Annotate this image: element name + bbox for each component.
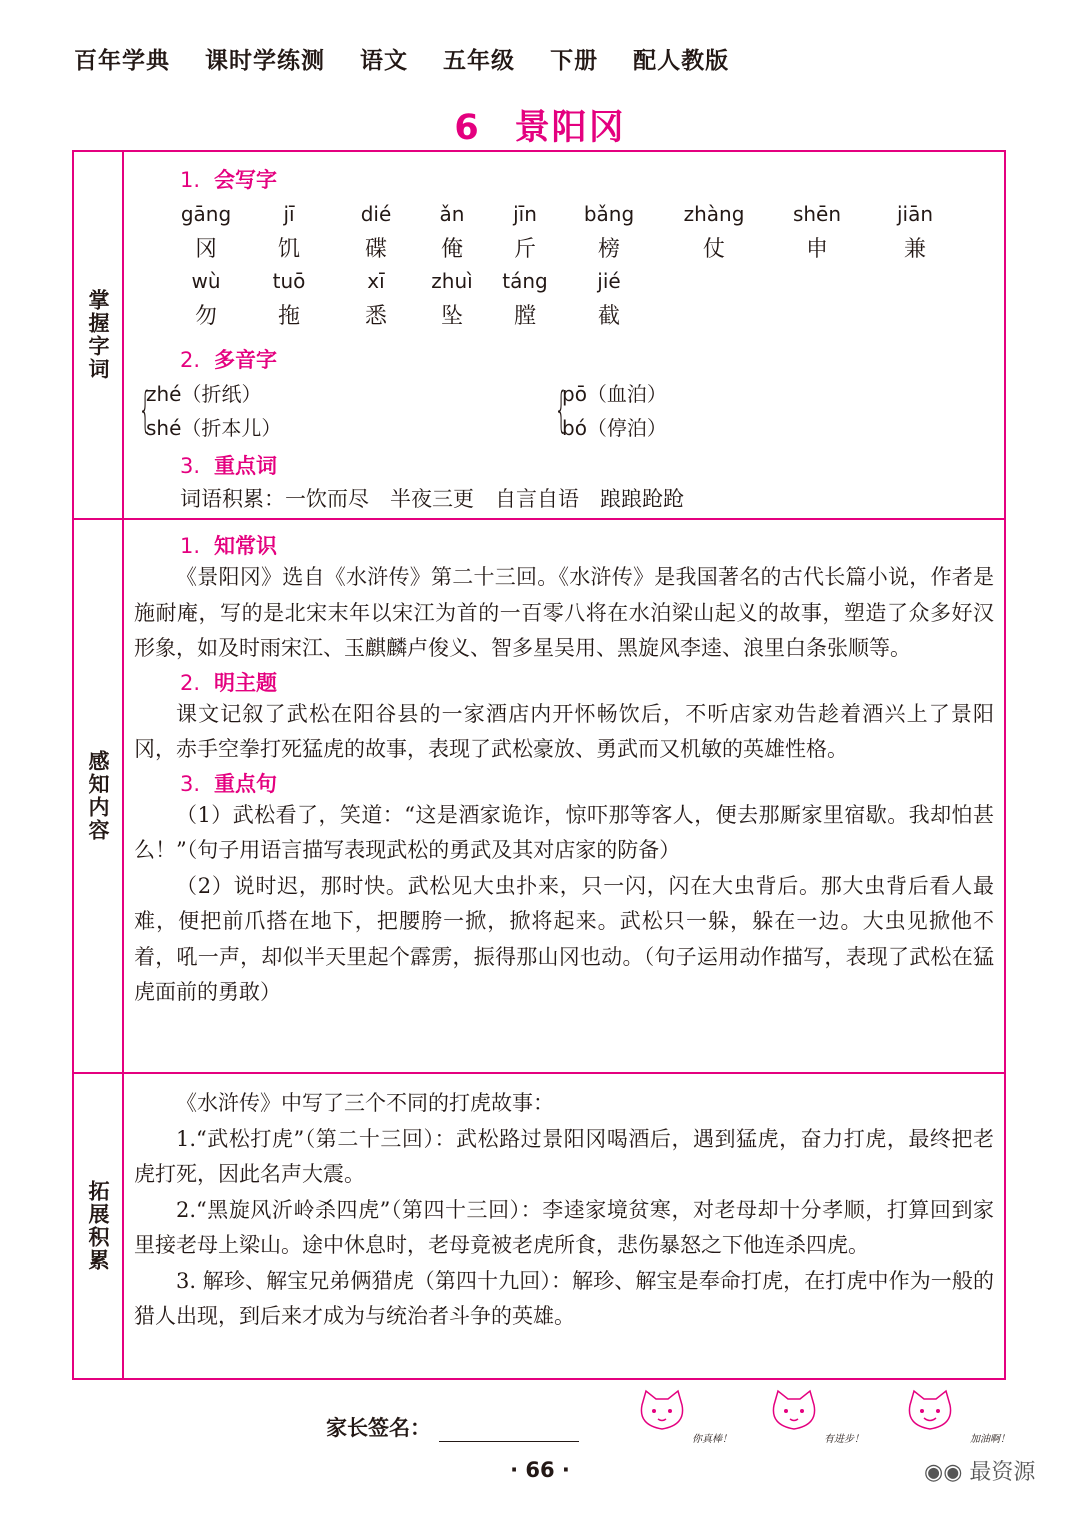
subheading: 1. 会写字 xyxy=(180,168,278,192)
pinyin: tuō xyxy=(272,269,306,293)
hanzi: 拖 xyxy=(277,304,300,329)
paragraph: 课文记叙了武松在阳谷县的一家酒店内开怀畅饮后，不听店家劝告趁着酒兴上了景阳冈，赤手空拳打死猛虎的故事，表现了武松豪放、勇武而又机敏的英雄性格。 xyxy=(134,701,994,761)
section-extend xyxy=(74,1074,1004,1378)
hanzi: 冈 xyxy=(194,237,217,262)
hanzi: 膛 xyxy=(513,304,536,329)
lesson-number: 6 xyxy=(454,108,481,148)
hanzi: 饥 xyxy=(277,237,300,262)
paragraph: （1）武松看了，笑道：“这是酒家诡诈，惊吓那等客人，便去那厮家里宿歇。我却怕甚么！”（句子用语言描写表现武松的勇武及其对店家的防备） xyxy=(134,802,994,862)
paragraph: 3. 解珍、解宝兄弟俩猎虎（第四十九回）：解珍、解宝是奉命打虎，在打虎中作为一般的猎人出现，到后来才成为与统治者斗争的英雄。 xyxy=(134,1268,994,1328)
pinyin-row xyxy=(134,269,994,336)
header-item: 下册 xyxy=(550,48,599,74)
section-body xyxy=(124,152,1004,518)
section-body xyxy=(124,520,1004,1072)
polyphone-item: bó（停泊） xyxy=(562,416,667,440)
hanzi: 仗 xyxy=(702,237,725,262)
polyphone-group xyxy=(134,378,994,450)
hanzi: 斤 xyxy=(513,237,536,262)
hanzi: 兼 xyxy=(903,237,926,262)
paragraph: 《景阳冈》选自《水浒传》第二十三回。《水浒传》是我国著名的古代长篇小说，作者是施耐庵，写的是北宋末年以宋江为首的一百零八将在水泊梁山起义的故事，塑造了众多好汉形象，如及时雨宋江、玉麒麟卢俊义、智多星吴用、黑旋风李逵、浪里白条张顺等。 xyxy=(134,565,994,660)
hanzi: 截 xyxy=(597,304,620,329)
sticker-caption: 你真棒！ xyxy=(692,1434,732,1445)
book-header xyxy=(74,42,755,75)
pinyin: xī xyxy=(367,269,385,293)
section-label: 掌握字词 xyxy=(74,152,124,518)
section-vocab xyxy=(74,152,1004,520)
lesson-title xyxy=(0,100,1080,150)
section-content xyxy=(74,520,1004,1074)
pinyin: wù xyxy=(191,269,221,293)
header-item: 五年级 xyxy=(443,48,516,74)
key-words: 词语积累：一饮而尽 半夜三更 自言自语 踉踉跄跄 xyxy=(180,487,684,511)
subheading: 2. 多音字 xyxy=(180,348,278,372)
cat-icon xyxy=(632,1385,692,1435)
pinyin: jiān xyxy=(896,202,934,226)
wechat-icon: ◉◉ xyxy=(924,1460,963,1485)
pinyin: shēn xyxy=(792,202,842,226)
pinyin: gāng xyxy=(180,202,232,226)
section-label: 感知内容 xyxy=(74,520,124,1072)
pinyin: jīn xyxy=(513,202,537,226)
paragraph: 1.“武松打虎”（第二十三回）：武松路过景阳冈喝酒后，遇到猛虎，奋力打虎，最终把老虎打死，因此名声大震。 xyxy=(134,1126,994,1186)
pinyin: jié xyxy=(597,269,621,293)
cat-sticker xyxy=(764,1385,864,1445)
pinyin: bǎng xyxy=(583,202,635,226)
signature-label: 家长签名： xyxy=(326,1416,431,1440)
paragraph: （2）说时迟，那时快。武松见大虫扑来，只一闪，闪在大虫背后。那大虫背后看人最难，便把前爪搭在地下，把腰胯一掀，掀将起来。武松只一躲，躲在一边。大虫见掀他不着，吼一声，却似半天里起个霹雳，振得那山冈也动。（句子运用动作描写，表现了武松在猛虎面前的勇敢） xyxy=(134,873,994,1004)
cat-sticker xyxy=(900,1385,1010,1445)
pinyin: zhuì xyxy=(431,269,473,293)
polyphone-item: zhé（折纸） xyxy=(146,382,262,406)
section-body xyxy=(124,1074,1004,1378)
hanzi: 悉 xyxy=(364,304,387,329)
signature-line[interactable] xyxy=(439,1421,579,1442)
page-number: · 66 · xyxy=(510,1458,570,1482)
cat-icon xyxy=(900,1385,960,1435)
subheading: 3. 重点词 xyxy=(180,454,278,478)
section-label: 拓展积累 xyxy=(74,1074,124,1378)
hanzi: 坠 xyxy=(440,304,463,329)
subheading: 3. 重点句 xyxy=(180,771,278,796)
brace-icon: { xyxy=(138,382,153,438)
header-item: 课时学练测 xyxy=(205,48,326,74)
hanzi: 榜 xyxy=(597,237,620,262)
polyphone-item: pō（血泊） xyxy=(562,382,667,406)
pinyin-row xyxy=(134,202,994,269)
hanzi: 碟 xyxy=(364,237,387,262)
pinyin: zhàng xyxy=(683,202,745,226)
sticker-caption: 有进步！ xyxy=(824,1434,864,1445)
hanzi: 申 xyxy=(805,237,828,262)
sticker-caption: 加油啊！ xyxy=(970,1434,1010,1445)
pinyin: táng xyxy=(502,269,548,293)
paragraph: 《水浒传》中写了三个不同的打虎故事： xyxy=(176,1091,554,1115)
watermark: ◉◉ 最资源 xyxy=(924,1460,1036,1485)
subheading: 2. 明主题 xyxy=(180,670,278,695)
hanzi: 勿 xyxy=(194,304,217,329)
parent-signature xyxy=(326,1412,579,1442)
hanzi: 俺 xyxy=(440,237,463,262)
paragraph: 2.“黑旋风沂岭杀四虎”（第四十三回）：李逵家境贫寒，对老母却十分孝顺，打算回到家里接老母上梁山。途中休息时，老母竟被老虎所食，悲伤暴怒之下他连杀四虎。 xyxy=(134,1197,994,1257)
pinyin: ǎn xyxy=(439,202,465,226)
cat-sticker xyxy=(632,1385,732,1445)
cat-icon xyxy=(764,1385,824,1435)
header-item: 配人教版 xyxy=(633,48,730,74)
pinyin: dié xyxy=(360,202,392,226)
lesson-name: 景阳冈 xyxy=(514,108,626,148)
brace-icon: { xyxy=(554,382,569,438)
header-item: 百年学典 xyxy=(74,48,170,74)
polyphone-item: shé（折本儿） xyxy=(146,416,282,440)
header-item: 语文 xyxy=(360,48,409,74)
pinyin: jī xyxy=(283,202,295,226)
content-table xyxy=(72,150,1006,1380)
subheading: 1. 知常识 xyxy=(180,534,278,558)
